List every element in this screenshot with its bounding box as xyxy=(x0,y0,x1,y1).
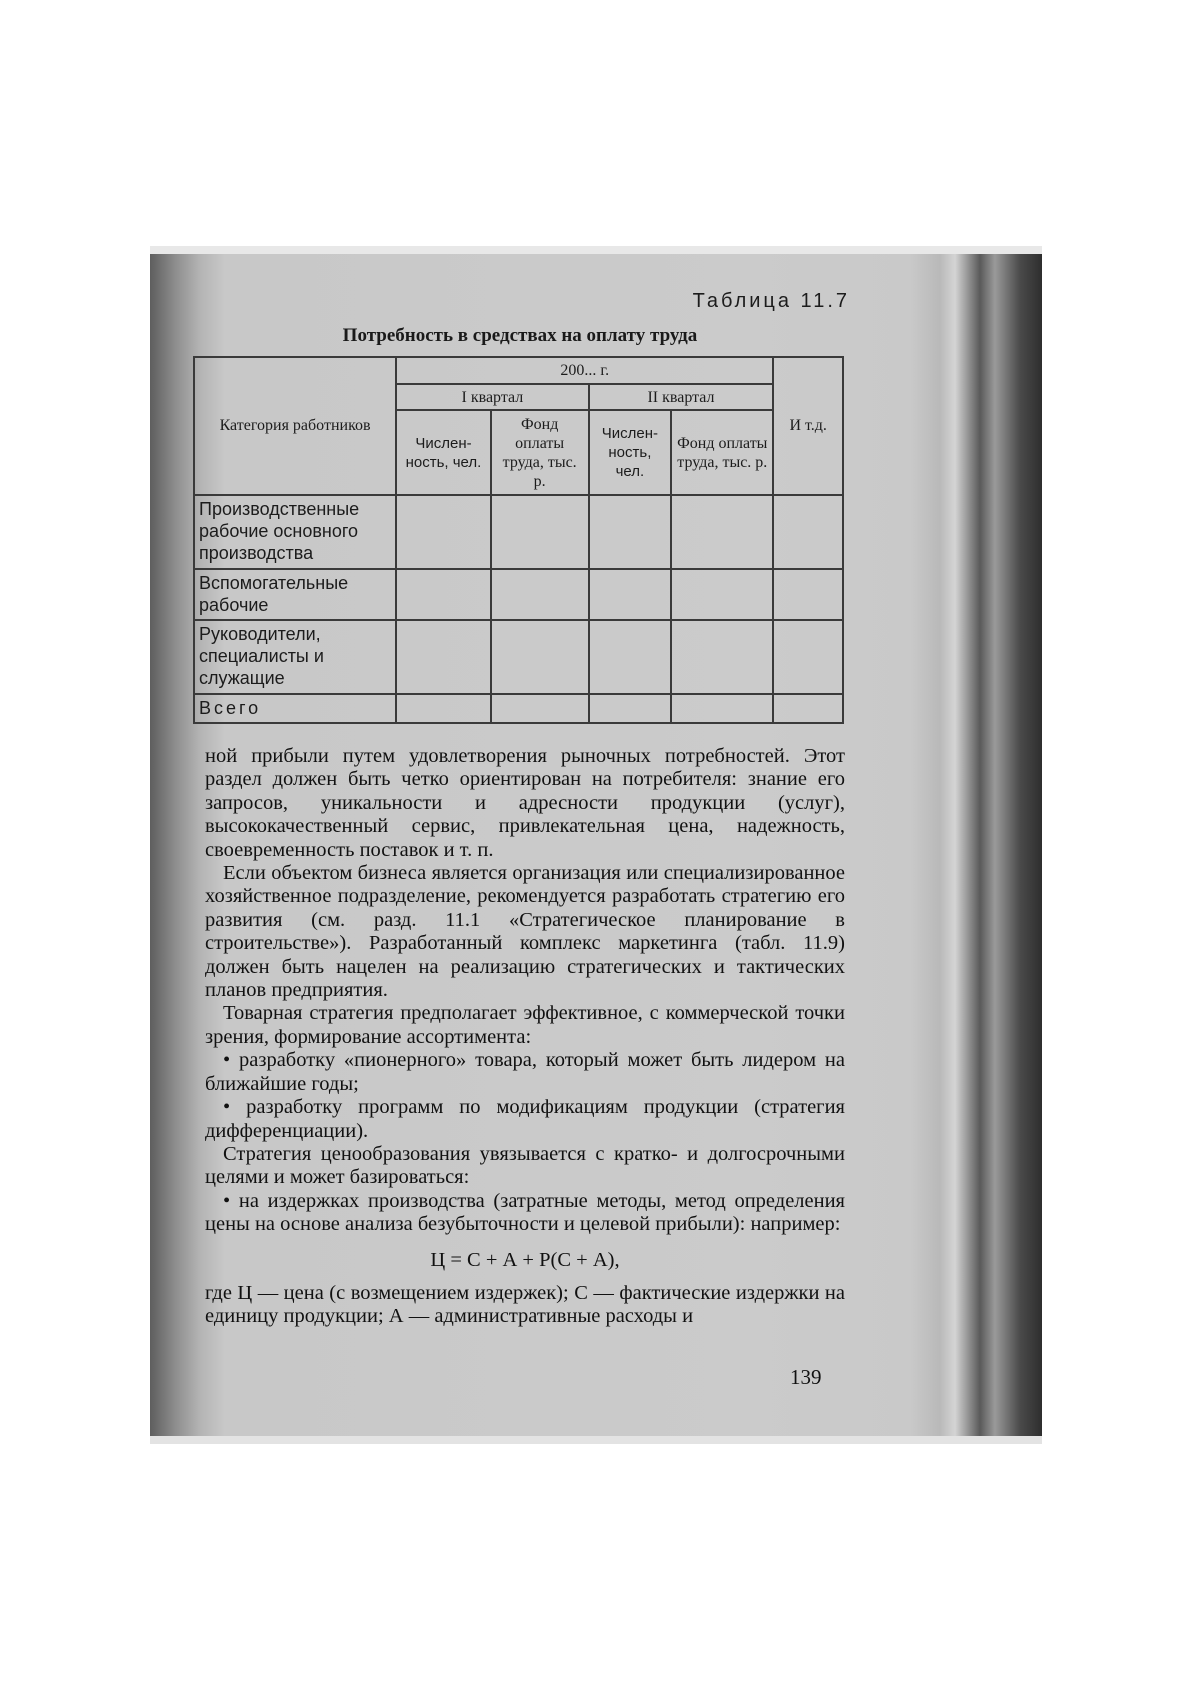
page-number: 139 xyxy=(790,1365,822,1389)
scan-edge-bottom xyxy=(150,1436,1042,1444)
header-category: Категория работников xyxy=(194,357,396,495)
price-formula: Ц = С + А + Р(С + А), xyxy=(430,1248,620,1271)
header-q1-headcount: Числен-ность, чел. xyxy=(396,410,491,494)
table-row xyxy=(194,620,843,694)
header-q2-fund: Фонд оплаты труда, тыс. р. xyxy=(671,410,773,494)
labor-cost-table xyxy=(193,356,844,724)
table-row xyxy=(194,569,843,620)
table-row xyxy=(194,694,843,723)
row-label-managers: Руководители, специалисты и служащие xyxy=(194,620,396,694)
row-label-production-workers: Производственные рабочие основного производства xyxy=(194,495,396,569)
table-title: Потребность в средствах на оплату труда xyxy=(342,325,698,346)
header-q1-fund: Фонд оплаты труда, тыс. р. xyxy=(491,410,589,494)
header-quarter-2: II квартал xyxy=(589,384,774,411)
body-text xyxy=(205,745,845,1329)
paragraph: ной прибыли путем удовлетворения рыночных потребностей. Этот раздел должен быть четко ориентирован на потребителя: знание его запросов, уникальности и адресности продукции (услуг), высококачественный сервис, привлекательная цена, надежность, своевременность поставок и т. п. xyxy=(205,745,845,861)
paragraph: Товарная стратегия предполагает эффективное, с коммерческой точки зрения, формирование ассортимента: xyxy=(205,1002,845,1048)
row-label-auxiliary-workers: Вспомогательные рабочие xyxy=(194,569,396,620)
paragraph: где Ц — цена (с возмещением издержек); С — фактические издержки на единицу продукции; А — административные расходы и xyxy=(205,1281,845,1328)
header-year: 200... г. xyxy=(396,357,773,384)
header-q2-headcount: Числен-ность, чел. xyxy=(589,410,672,494)
header-quarter-1: I квартал xyxy=(396,384,588,411)
paragraph: Если объектом бизнеса является организация или специализированное хозяйственное подразделение, рекомендуется разработать стратегию его развития (см. разд. 11.1 «Стратегическое планирование в строительстве»). Разработанный комплекс маркетинга (табл. 11.9) должен быть нацелен на реализацию стратегических и тактических планов предприятия. xyxy=(205,862,845,1002)
bullet-item: • разработку программ по модификациям продукции (стратегия дифференциации). xyxy=(205,1096,845,1142)
header-etc: И т.д. xyxy=(773,357,843,495)
table-header-row-year xyxy=(194,357,843,384)
bullet-item: • разработку «пионерного» товара, который может быть лидером на ближайшие годы; xyxy=(205,1049,845,1095)
table-row xyxy=(194,495,843,569)
table-number-label: Таблица 11.7 xyxy=(692,290,850,312)
paragraph: Стратегия ценообразования увязывается с кратко- и долгосрочными целями и может базироваться: xyxy=(205,1142,845,1189)
bullet-item: • на издержках производства (затратные методы, метод определения цены на основе анализа безубыточности и целевой прибыли): например: xyxy=(205,1189,845,1236)
scan-edge-top xyxy=(150,246,1042,254)
row-label-total: Всего xyxy=(194,694,396,723)
